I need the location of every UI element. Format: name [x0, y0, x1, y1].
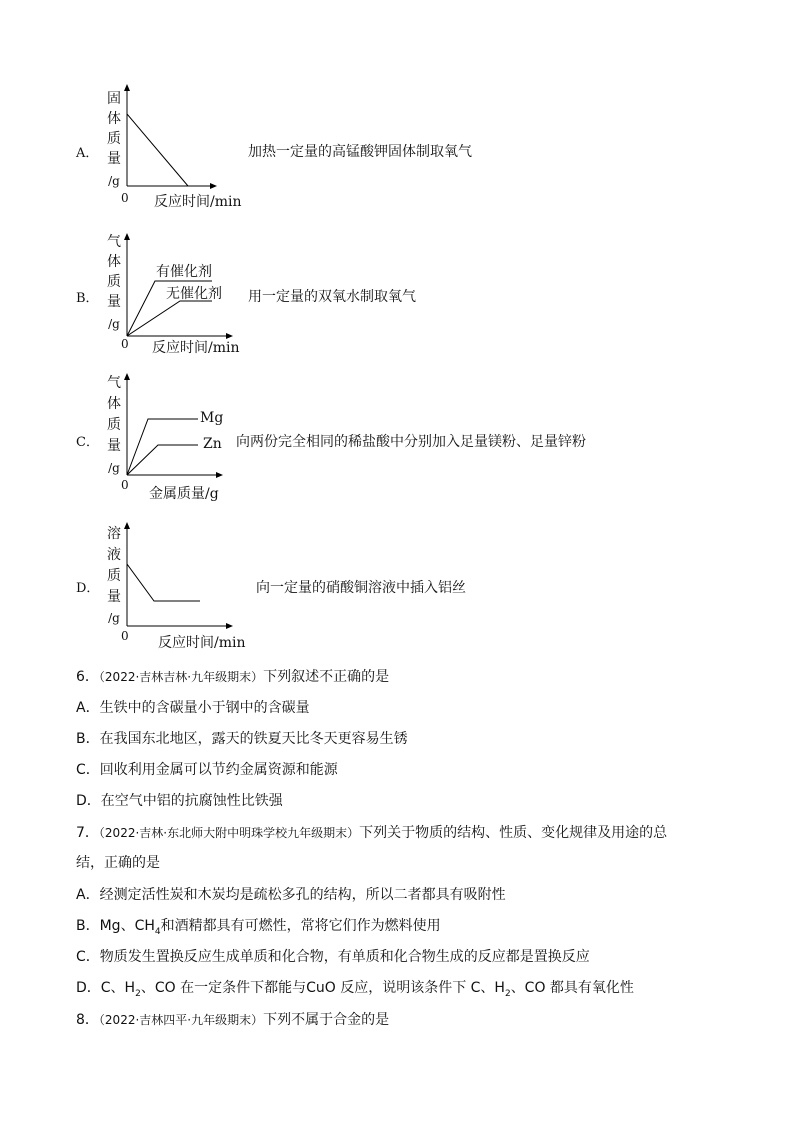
- choice-text: B．Mg、CH: [76, 918, 155, 934]
- question-text: 下列关于物质的结构、性质、变化规律及用途的总: [359, 825, 668, 841]
- q7-choice-d: [76, 977, 634, 999]
- y-unit: /g: [108, 317, 120, 331]
- curve-label-mg: Mg: [200, 410, 224, 426]
- y-label-char: 量: [107, 589, 121, 605]
- question-text: 下列不属于合金的是: [263, 1012, 390, 1028]
- q6-choice-c: C．回收利用金属可以节约金属资源和能源: [76, 762, 338, 778]
- choice-text: D．C、H: [76, 980, 136, 996]
- y-label-char: 气: [107, 234, 121, 250]
- question-source: （2022·吉林四平·九年级期末）: [98, 1013, 264, 1027]
- y-label-char: 量: [107, 151, 121, 167]
- y-label-char: 体: [107, 396, 121, 412]
- y-label-char: 质: [107, 417, 121, 433]
- question-source: （2022·吉林吉林·九年级期末）: [98, 670, 264, 684]
- question-7-stem: [76, 822, 667, 842]
- x-axis-arrow: [226, 623, 233, 629]
- solution-curve: [127, 564, 200, 601]
- question-number: 7．: [76, 825, 99, 841]
- question-number: 6．: [76, 669, 99, 685]
- subscript: 2: [504, 988, 511, 999]
- y-label-char: 质: [107, 274, 121, 290]
- x-axis-label: 反应时间/min: [158, 635, 246, 651]
- y-label-char: 量: [107, 294, 121, 310]
- option-d-description: 向一定量的硝酸铜溶液中插入铝丝: [256, 580, 466, 596]
- subscript: 4: [154, 926, 161, 937]
- option-c-letter: C．: [76, 435, 99, 450]
- origin-label: 0: [121, 337, 129, 351]
- y-unit: /g: [108, 174, 120, 188]
- y-label-char: 固: [107, 91, 121, 107]
- origin-label: 0: [121, 478, 129, 492]
- option-b-description: 用一定量的双氧水制取氧气: [248, 289, 416, 305]
- y-axis-arrow: [124, 233, 130, 240]
- question-source: （2022·吉林·东北师大附中明珠学校九年级期末）: [98, 826, 360, 840]
- x-axis-label: 金属质量/g: [149, 486, 219, 502]
- option-d-letter: D．: [76, 581, 100, 596]
- choice-text: 、CO 都具有氧化性: [510, 980, 634, 996]
- q7-choice-a: A．经测定活性炭和木炭均是疏松多孔的结构，所以二者都具有吸附性: [76, 887, 506, 903]
- y-label-char: 液: [107, 547, 121, 563]
- y-axis-arrow: [124, 373, 130, 380]
- curve-label-catalyst: 有催化剂: [156, 264, 212, 280]
- q6-choice-d: D．在空气中铝的抗腐蚀性比铁强: [76, 793, 283, 809]
- choice-text: 和酒精都具有可燃性，常将它们作为燃料使用: [160, 918, 441, 934]
- question-7-stem-cont: 结，正确的是: [76, 855, 160, 871]
- curve-label-no-catalyst: 无催化剂: [166, 286, 222, 302]
- question-number: 8．: [76, 1012, 99, 1028]
- x-axis-label: 反应时间/min: [154, 194, 242, 210]
- x-axis-arrow: [210, 183, 217, 189]
- y-label-char: 气: [107, 375, 121, 391]
- mg-curve: [127, 419, 198, 475]
- origin-label: 0: [121, 629, 129, 643]
- y-unit: /g: [108, 611, 120, 625]
- curve-label-zn: Zn: [203, 436, 222, 452]
- y-unit: /g: [108, 461, 120, 475]
- option-c-description: 向两份完全相同的稀盐酸中分别加入足量镁粉、足量锌粉: [236, 434, 586, 450]
- q7-choice-c: C．物质发生置换反应生成单质和化合物，有单质和化合物生成的反应都是置换反应: [76, 949, 590, 965]
- question-text: 下列叙述不正确的是: [263, 669, 390, 685]
- option-b-letter: B．: [76, 291, 99, 306]
- zn-curve: [127, 445, 198, 475]
- y-label-char: 量: [107, 438, 121, 454]
- y-label-char: 质: [107, 568, 121, 584]
- choice-text: 、CO 在一定条件下都能与CuO 反应，说明该条件下 C、H: [140, 980, 505, 996]
- no-catalyst-curve: [127, 301, 212, 336]
- option-a-graph: [120, 84, 220, 194]
- y-label-char: 质: [107, 131, 121, 147]
- option-c-graph: [120, 373, 230, 483]
- q6-choice-a: A．生铁中的含碳量小于钢中的含碳量: [76, 700, 310, 716]
- y-label-char: 体: [107, 111, 121, 127]
- y-label-char: 体: [107, 254, 121, 270]
- option-a-letter: A．: [76, 146, 99, 161]
- question-8-stem: [76, 1009, 389, 1029]
- curve-line: [127, 114, 188, 186]
- origin-label: 0: [121, 191, 129, 205]
- x-axis-label: 反应时间/min: [152, 340, 240, 356]
- y-label-char: 溶: [107, 526, 121, 542]
- q6-choice-b: B．在我国东北地区，露天的铁夏天比冬天更容易生锈: [76, 731, 408, 747]
- y-axis-arrow: [124, 84, 130, 91]
- subscript: 2: [135, 988, 141, 999]
- question-6-stem: [76, 666, 389, 686]
- option-d-graph: [120, 522, 240, 632]
- q7-choice-b: [76, 915, 441, 937]
- option-a-description: 加热一定量的高锰酸钾固体制取氧气: [248, 144, 472, 160]
- x-axis-arrow: [216, 472, 223, 478]
- y-axis-arrow: [124, 522, 130, 529]
